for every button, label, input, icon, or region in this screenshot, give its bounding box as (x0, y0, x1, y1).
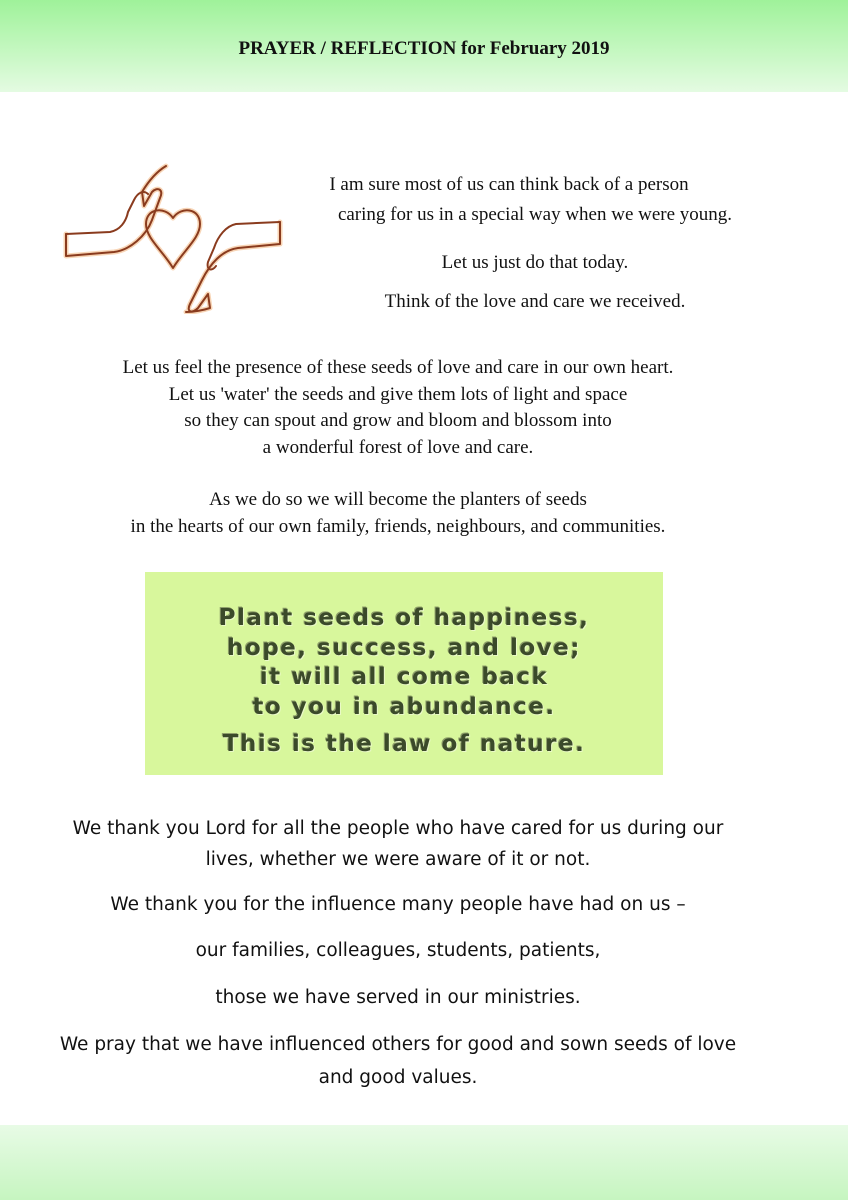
intro-line-2: caring for us in a special way when we were young. (337, 204, 733, 225)
quote-line: it will all come back (259, 664, 549, 690)
reflection-line: Let us 'water' the seeds and give them lots of light and space (168, 383, 628, 405)
reflection-paragraph-1 (40, 355, 756, 461)
prayer-paragraph-4: those we have served in our ministries. (215, 987, 581, 1008)
quote-line: hope, success, and love; (227, 634, 581, 661)
prayer-line: We pray that we have influenced others for good and sown seeds of love (59, 1034, 737, 1055)
quote-closing: This is the law of nature. (222, 731, 586, 757)
hands-heart-icon (62, 162, 284, 314)
quote-line: to you in abundance. (252, 693, 556, 720)
intro-line-1: I am sure most of us can think back of a person (329, 174, 689, 195)
prayer-paragraph-5 (36, 1028, 760, 1094)
page-title: PRAYER / REFLECTION for February 2019 (238, 38, 610, 59)
prayer-paragraph-3: our families, colleagues, students, patients, (195, 940, 601, 961)
prayer-line: and good values. (318, 1067, 478, 1088)
footer-band (0, 1125, 848, 1200)
intro-paragraph (300, 170, 770, 230)
prayer-paragraph-1 (36, 813, 760, 875)
reflection-line: a wonderful forest of love and care. (262, 436, 534, 458)
reflection-paragraph-2 (40, 487, 756, 540)
prayer-line: lives, whether we were aware of it or not. (205, 849, 591, 870)
quote-box (145, 572, 663, 775)
quote-line: Plant seeds of happiness, (218, 605, 590, 631)
reflection-line: As we do so we will become the planters of seeds (209, 489, 587, 510)
reflection-line: so they can spout and grow and bloom and blossom into (184, 410, 612, 431)
intro-line-4: Think of the love and care we received. (384, 291, 686, 312)
quote-text (145, 604, 663, 722)
prayer-line: We thank you Lord for all the people who have cared for us during our (72, 818, 724, 839)
intro-line-3: Let us just do that today. (441, 252, 629, 273)
reflection-line: Let us feel the presence of these seeds of love and care in our own heart. (122, 357, 674, 378)
reflection-line: in the hearts of our own family, friends, neighbours, and communities. (130, 515, 666, 537)
prayer-paragraph-2: We thank you for the influence many people have had on us – (110, 894, 686, 915)
